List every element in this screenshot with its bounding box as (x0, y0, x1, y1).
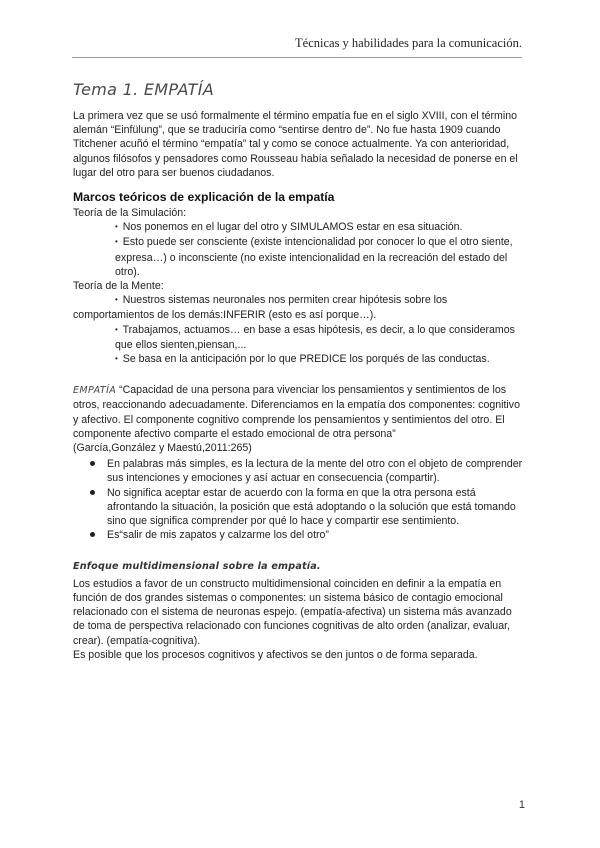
list-item-text: No significa aceptar estar de acuerdo con la forma en que la otra persona está afrontando la situación, la posición que está adoptando o la solución que está tomando sino que significa comprender por qué lo hace y compartir ese sentimiento. (107, 486, 516, 528)
mind-bullet-1 (73, 293, 525, 322)
bullet-icon: • (115, 237, 118, 247)
bullet-text: Esto puede ser consciente (existe intencionalidad por conocer lo que el otro siente, expresa…) o inconsciente (no existe intencionalidad en la recreación del estado del otro). (115, 236, 513, 278)
list-item-text: En palabras más simples, es la lectura de la mente del otro con el objeto de comprender sus intenciones y emociones y así actuar en consecuencia (compartir). (107, 458, 523, 485)
bullet-icon: • (115, 324, 118, 334)
enfoque-paragraph-1: Los estudios a favor de un constructo multidimensional coinciden en definir a la empatía en función de dos grandes sistemas o componentes: un sistema básico de contagio emocional relacionado con el sistema de neuronas espejo. (empatía-afectiva) un sistema más avanzado de toma de perspectiva relacionado con funciones cognitivas de alto orden (analizar, evaluar, crear). (empatía-cognitiva). (73, 577, 512, 647)
definition-bullet-list (73, 457, 525, 542)
bullet-dot-icon (90, 490, 95, 495)
bullet-text: Nos ponemos en el lugar del otro y SIMULAMOS estar en esa situación. (122, 221, 463, 234)
simulation-bullet-1 (73, 220, 525, 235)
definition-paragraph (73, 383, 525, 441)
bullet-text: Se basa en la anticipación por lo que PREDICE los porqués de las conductas. (122, 353, 490, 366)
simulation-bullet-2 (73, 235, 525, 279)
header-rule (72, 57, 522, 58)
section-heading-marcos: Marcos teóricos de explicación de la empatía (73, 190, 335, 205)
bullet-dot-icon (90, 461, 95, 466)
bullet-text: Nuestros sistemas neuronales nos permiten crear hipótesis sobre los comportamientos de los demás:INFERIR (esto es así porque…). (73, 294, 448, 322)
running-header: Técnicas y habilidades para la comunicación. (295, 36, 522, 50)
list-item (73, 457, 525, 485)
page-content (73, 80, 525, 662)
definition-term: EMPATÍA (73, 385, 117, 397)
mind-bullet-3 (73, 352, 525, 367)
simulation-theory-title: Teoría de la Simulación: (73, 207, 187, 220)
bullet-icon: • (115, 222, 118, 232)
section-heading-enfoque: Enfoque multidimensional sobre la empatía. (73, 561, 321, 573)
mind-theory-title: Teoría de la Mente: (73, 280, 164, 293)
definition-text: “Capacidad de una persona para vivenciar los pensamientos y sentimientos de los otros, reaccionando adecuadamente. Diferenciamos en la empatía dos componentes: cognitivo y afectivo. El componente cognitivo comprende los pensamientos y sentimientos del otro. El componente afectivo comparte el estado emocional de otra persona” (73, 384, 520, 440)
bullet-icon: • (115, 354, 118, 364)
list-item (73, 528, 525, 542)
list-item-text: Es“salir de mis zapatos y calzarme los del otro” (107, 529, 329, 542)
bullet-text: Trabajamos, actuamos… en base a esas hipótesis, es decir, a lo que consideramos que ellos sienten,piensan,... (115, 323, 515, 351)
mind-bullet-2 (73, 323, 525, 352)
page-number: 1 (518, 798, 525, 811)
page-title: Tema 1. EMPATÍA (73, 80, 214, 99)
bullet-icon: • (115, 295, 118, 305)
definition-citation: (García,González y Maestú,2011:265) (73, 442, 252, 455)
enfoque-paragraph-2: Es posible que los procesos cognitivos y afectivos se den juntos o de forma separada. (73, 648, 478, 661)
bullet-dot-icon (90, 532, 95, 537)
intro-paragraph: La primera vez que se usó formalmente el término empatía fue en el siglo XVIII, con el término alemán “Einfülung”, que se traduciría como “sentirse dentro de”. No fue hasta 1909 cuando Titchener acuñó el término “empatía” tal y como se conoce actualmente. Ya con anterioridad, algunos filósofos y pensadores como Rousseau había señalado la necesidad de ponerse en el lugar del otro para ser buenos ciudadanos. (73, 110, 518, 179)
list-item (73, 486, 525, 529)
